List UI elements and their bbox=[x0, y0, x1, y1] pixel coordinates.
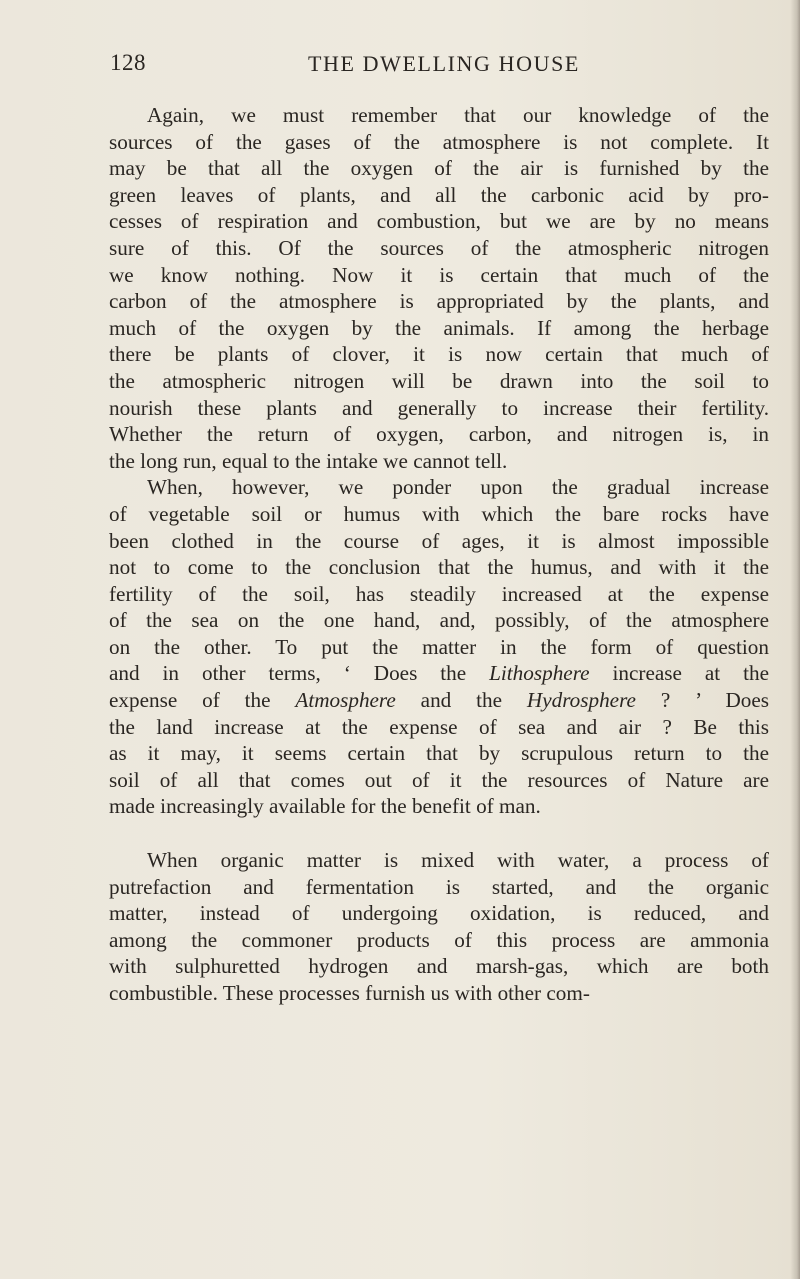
text-segment: and the bbox=[395, 688, 527, 713]
text-line: fertility of the soil, has steadily increased at the expense bbox=[109, 581, 769, 606]
text-line: may be that all the oxygen of the air is furnished by the bbox=[109, 156, 769, 181]
text-line: putrefaction and fermentation is started, and the organic bbox=[109, 874, 769, 899]
text-line: the land increase at the expense of sea and air ? Be this bbox=[109, 714, 769, 739]
text-line: there be plants of clover, it is now certain that much of bbox=[109, 342, 769, 367]
text-line: with sulphuretted hydrogen and marsh-gas, which are both bbox=[109, 954, 769, 979]
text-line: Again, we must remember that our knowledge of the bbox=[147, 103, 769, 127]
running-title: THE DWELLING HOUSE bbox=[308, 51, 580, 76]
text-segment: increase at the bbox=[589, 661, 769, 686]
text-line: carbon of the atmosphere is appropriated by the plants, and bbox=[109, 289, 769, 314]
italic-term: Lithosphere bbox=[489, 661, 590, 686]
text-line: of vegetable soil or humus with which the bare rocks have bbox=[109, 501, 769, 526]
text-line: When organic matter is mixed with water, a process of bbox=[147, 848, 769, 873]
text-line bbox=[109, 687, 769, 714]
paragraph-2 bbox=[109, 474, 769, 820]
text-line: as it may, it seems certain that by scrupulous return to the bbox=[109, 741, 769, 766]
body-text bbox=[109, 102, 769, 1007]
text-line: matter, instead of undergoing oxidation, is reduced, and bbox=[109, 901, 769, 926]
paragraph-gap bbox=[109, 820, 769, 847]
text-segment: and in other terms, ‘ Does the bbox=[109, 661, 490, 686]
text-line: the atmospheric nitrogen will be drawn into the soil to bbox=[109, 368, 769, 393]
italic-term: Atmosphere bbox=[295, 688, 396, 713]
text-line: among the commoner products of this process are ammonia bbox=[109, 927, 769, 952]
page-edge-shadow bbox=[790, 0, 800, 1279]
paragraph-3 bbox=[109, 847, 769, 1007]
text-line: sure of this. Of the sources of the atmospheric nitrogen bbox=[109, 235, 769, 260]
text-line: Whether the return of oxygen, carbon, and nitrogen is, in bbox=[109, 422, 769, 447]
text-line: been clothed in the course of ages, it is almost impossible bbox=[109, 528, 769, 553]
text-line: the long run, equal to the intake we cannot tell. bbox=[109, 448, 508, 473]
text-line: soil of all that comes out of it the resources of Nature are bbox=[109, 767, 769, 792]
text-line: made increasingly available for the benefit of man. bbox=[109, 794, 541, 819]
italic-term: Hydrosphere bbox=[526, 688, 636, 713]
text-line: cesses of respiration and combustion, but we are by no means bbox=[109, 209, 769, 234]
text-line: we know nothing. Now it is certain that much of the bbox=[109, 262, 769, 287]
text-line: of the sea on the one hand, and, possibly, of the atmosphere bbox=[109, 608, 769, 633]
page-header bbox=[0, 50, 800, 90]
page-number: 128 bbox=[110, 50, 146, 75]
text-segment: ? ’ Does bbox=[635, 688, 769, 713]
text-line: green leaves of plants, and all the carbonic acid by pro- bbox=[109, 182, 769, 207]
text-segment: expense of the bbox=[109, 688, 296, 713]
text-line: combustible. These processes furnish us with other com- bbox=[109, 981, 590, 1005]
text-line: nourish these plants and generally to increase their fertility. bbox=[109, 395, 769, 420]
text-line bbox=[109, 660, 769, 687]
text-line: not to come to the conclusion that the humus, and with it the bbox=[109, 555, 769, 580]
text-line: much of the oxygen by the animals. If among the herbage bbox=[109, 315, 769, 340]
text-line: sources of the gases of the atmosphere is not complete. It bbox=[109, 129, 769, 154]
text-line: on the other. To put the matter in the form of question bbox=[109, 634, 769, 659]
paragraph-1 bbox=[109, 102, 769, 474]
text-line: When, however, we ponder upon the gradual increase bbox=[147, 475, 769, 500]
